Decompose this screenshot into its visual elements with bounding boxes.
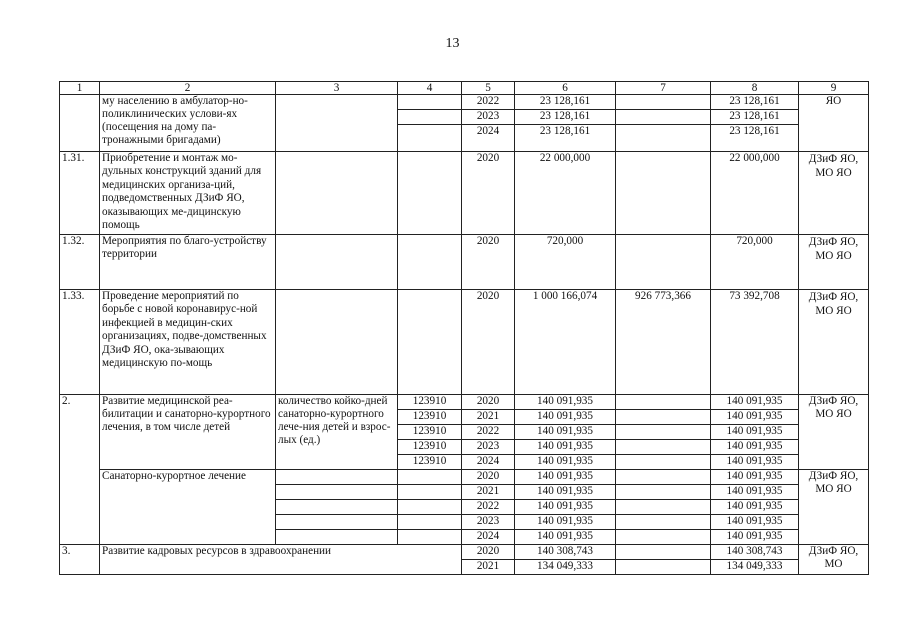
executor-cell: ДЗиФ ЯО, МО ЯО [799, 290, 869, 395]
total-cell: 140 091,935 [515, 395, 616, 410]
federal-cell [616, 515, 711, 530]
federal-cell [616, 110, 711, 125]
year-cell: 2024 [462, 455, 515, 470]
page-number: 13 [445, 36, 460, 51]
regional-cell: 140 091,935 [711, 470, 799, 485]
regional-cell: 73 392,708 [711, 290, 799, 395]
year-cell: 2020 [462, 152, 515, 235]
total-cell: 1 000 166,074 [515, 290, 616, 395]
federal-cell [616, 500, 711, 515]
year-cell: 2020 [462, 290, 515, 395]
value-cell [398, 485, 462, 500]
federal-cell [616, 95, 711, 110]
header-row [60, 82, 869, 95]
federal-cell [616, 395, 711, 410]
total-cell: 140 091,935 [515, 515, 616, 530]
table-row [60, 290, 869, 395]
header-cell: 1 [60, 82, 100, 95]
federal-cell: 926 773,366 [616, 290, 711, 395]
regional-cell: 140 091,935 [711, 485, 799, 500]
regional-cell: 140 091,935 [711, 395, 799, 410]
header-cell: 4 [398, 82, 462, 95]
header-cell: 8 [711, 82, 799, 95]
regional-cell: 140 091,935 [711, 410, 799, 425]
description-cell: Развитие кадровых ресурсов в здравоохранении [100, 545, 462, 575]
federal-cell [616, 545, 711, 560]
header-cell: 6 [515, 82, 616, 95]
value-cell: 123910 [398, 425, 462, 440]
header-cell: 9 [799, 82, 869, 95]
description-cell: Развитие медицинской реа-билитации и санаторно-курортного лечения, в том числе детей [100, 395, 276, 470]
year-cell: 2021 [462, 485, 515, 500]
regional-cell: 22 000,000 [711, 152, 799, 235]
year-cell: 2022 [462, 425, 515, 440]
total-cell: 23 128,161 [515, 95, 616, 110]
indicator-cell [276, 235, 398, 290]
year-cell: 2023 [462, 440, 515, 455]
index-cell: 3. [60, 545, 100, 575]
table-row [60, 152, 869, 235]
regional-cell: 23 128,161 [711, 110, 799, 125]
executor-cell: ДЗиФ ЯО, МО ЯО [799, 152, 869, 235]
header-cell: 5 [462, 82, 515, 95]
value-cell [398, 290, 462, 395]
description-cell: му населению в амбулатор-но-поликлинических услови-ях (посещения на дому па-тронажными бригадами) [100, 95, 276, 152]
value-cell [398, 530, 462, 545]
regional-cell: 140 091,935 [711, 500, 799, 515]
indicator-cell [276, 95, 398, 152]
year-cell: 2020 [462, 545, 515, 560]
indicator-cell [276, 500, 398, 515]
federal-cell [616, 410, 711, 425]
index-cell: 1.31. [60, 152, 100, 235]
description-cell: Санаторно-курортное лечение [100, 470, 276, 545]
value-cell [398, 110, 462, 125]
year-cell: 2022 [462, 500, 515, 515]
federal-cell [616, 560, 711, 575]
total-cell: 140 308,743 [515, 545, 616, 560]
regional-cell: 134 049,333 [711, 560, 799, 575]
indicator-cell [276, 485, 398, 500]
value-cell: 123910 [398, 395, 462, 410]
year-cell: 2021 [462, 410, 515, 425]
executor-cell: ДЗиФ ЯО, МО [799, 545, 869, 575]
year-cell: 2021 [462, 560, 515, 575]
value-cell [398, 125, 462, 152]
value-cell [398, 235, 462, 290]
year-cell: 2020 [462, 395, 515, 410]
index-cell [60, 95, 100, 152]
federal-cell [616, 440, 711, 455]
description-cell: Проведение мероприятий по борьбе с новой коронавирус-ной инфекцией в медицин-ских организациях, подве-домственных ДЗиФ ЯО, ока-зывающих медицинскую по-мощь [100, 290, 276, 395]
regional-cell: 140 091,935 [711, 440, 799, 455]
indicator-cell: количество койко-дней санаторно-курортного лече-ния детей и взрос-лых (ед.) [276, 395, 398, 470]
indicator-cell [276, 530, 398, 545]
total-cell: 140 091,935 [515, 455, 616, 470]
federal-cell [616, 152, 711, 235]
header-cell: 3 [276, 82, 398, 95]
total-cell: 23 128,161 [515, 110, 616, 125]
table-row [60, 95, 869, 110]
description-cell: Приобретение и монтаж мо-дульных конструкций зданий для медицинских организа-ций, подведомственных ДЗиФ ЯО, оказывающих ме-дицинскую помощь [100, 152, 276, 235]
table-row [60, 395, 869, 410]
year-cell: 2020 [462, 470, 515, 485]
value-cell: 123910 [398, 410, 462, 425]
regional-cell: 23 128,161 [711, 95, 799, 110]
executor-cell: ДЗиФ ЯО, МО ЯО [799, 235, 869, 290]
federal-cell [616, 455, 711, 470]
header-cell: 2 [100, 82, 276, 95]
total-cell: 134 049,333 [515, 560, 616, 575]
total-cell: 23 128,161 [515, 125, 616, 152]
value-cell [398, 515, 462, 530]
year-cell: 2024 [462, 530, 515, 545]
total-cell: 140 091,935 [515, 425, 616, 440]
indicator-cell [276, 152, 398, 235]
index-cell: 2. [60, 395, 100, 545]
index-cell: 1.32. [60, 235, 100, 290]
regional-cell: 720,000 [711, 235, 799, 290]
total-cell: 140 091,935 [515, 410, 616, 425]
value-cell [398, 500, 462, 515]
total-cell: 140 091,935 [515, 500, 616, 515]
indicator-cell [276, 290, 398, 395]
table-row [60, 470, 869, 485]
value-cell [398, 95, 462, 110]
table-row [60, 545, 869, 560]
header-cell: 7 [616, 82, 711, 95]
executor-cell: ДЗиФ ЯО, МО ЯО [799, 470, 869, 545]
total-cell: 140 091,935 [515, 470, 616, 485]
federal-cell [616, 530, 711, 545]
total-cell: 140 091,935 [515, 485, 616, 500]
federal-cell [616, 485, 711, 500]
total-cell: 720,000 [515, 235, 616, 290]
regional-cell: 140 091,935 [711, 455, 799, 470]
value-cell: 123910 [398, 440, 462, 455]
description-cell: Мероприятия по благо-устройству территории [100, 235, 276, 290]
value-cell: 123910 [398, 455, 462, 470]
regional-cell: 140 091,935 [711, 530, 799, 545]
value-cell [398, 470, 462, 485]
federal-cell [616, 235, 711, 290]
indicator-cell [276, 470, 398, 485]
year-cell: 2023 [462, 515, 515, 530]
year-cell: 2023 [462, 110, 515, 125]
table-row [60, 235, 869, 290]
year-cell: 2024 [462, 125, 515, 152]
year-cell: 2022 [462, 95, 515, 110]
budget-table [59, 81, 869, 575]
executor-cell: ДЗиФ ЯО, МО ЯО [799, 395, 869, 470]
federal-cell [616, 470, 711, 485]
federal-cell [616, 425, 711, 440]
total-cell: 140 091,935 [515, 440, 616, 455]
executor-cell: ЯО [799, 95, 869, 152]
federal-cell [616, 125, 711, 152]
total-cell: 22 000,000 [515, 152, 616, 235]
value-cell [398, 152, 462, 235]
index-cell: 1.33. [60, 290, 100, 395]
regional-cell: 140 091,935 [711, 425, 799, 440]
year-cell: 2020 [462, 235, 515, 290]
indicator-cell [276, 515, 398, 530]
regional-cell: 23 128,161 [711, 125, 799, 152]
total-cell: 140 091,935 [515, 530, 616, 545]
regional-cell: 140 091,935 [711, 515, 799, 530]
regional-cell: 140 308,743 [711, 545, 799, 560]
